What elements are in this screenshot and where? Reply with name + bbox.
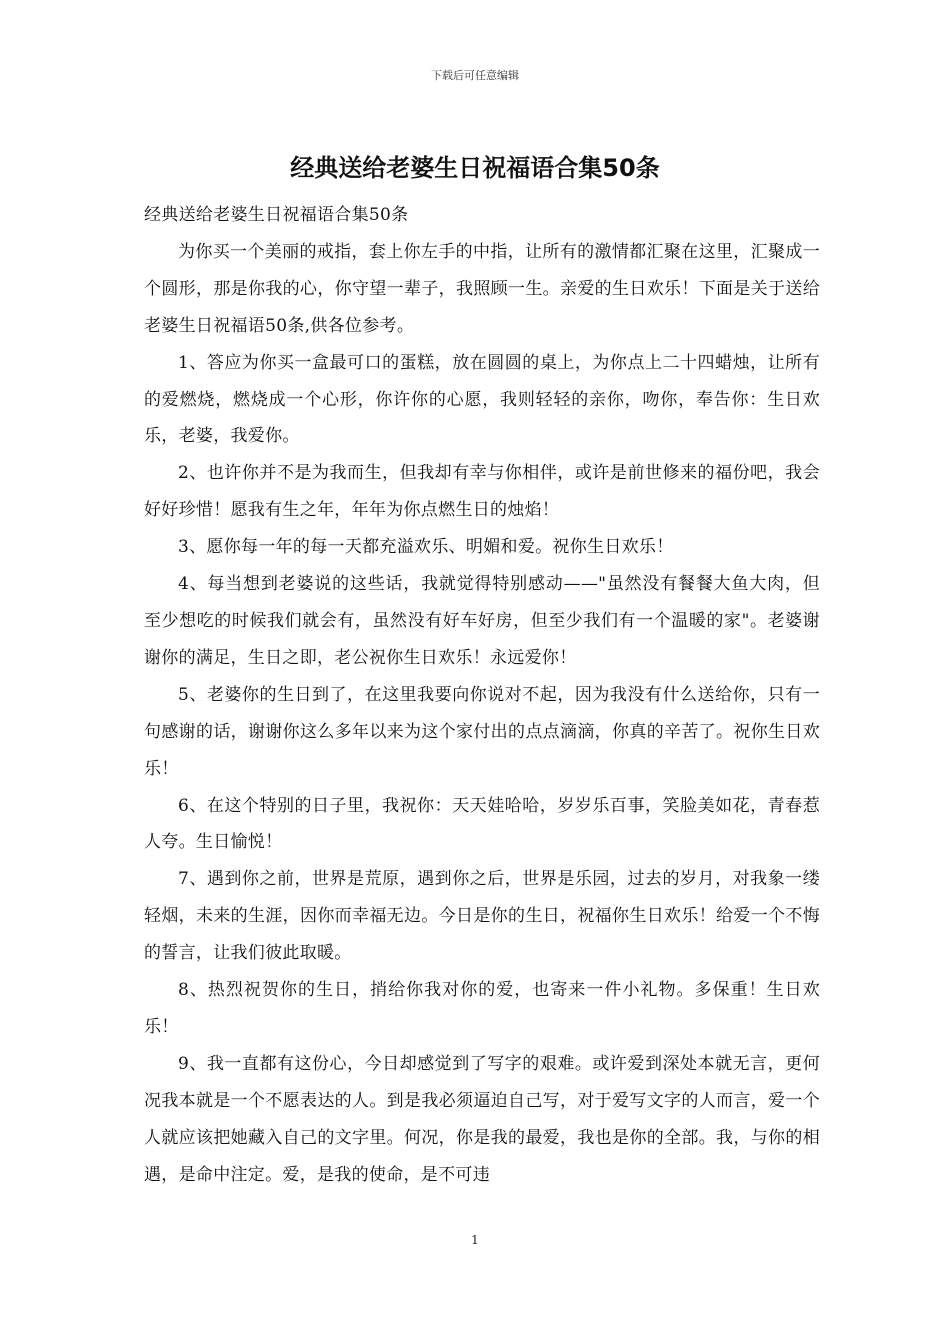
paragraph-item-4: 4、每当想到老婆说的这些话，我就觉得特别感动——"虽然没有餐餐大鱼大肉，但至少想吃的时候我们就会有，虽然没有好车好房，但至少我们有一个温暖的家"。老婆谢谢你的满足，生日之即，老公祝你生日欢乐！永远爱你！ [144, 574, 820, 668]
paragraph-item-1: 1、答应为你买一盒最可口的蛋糕，放在圆圆的桌上，为你点上二十四蜡烛，让所有的爱燃烧，燃烧成一个心形，你许你的心愿，我则轻轻的亲你，吻你，奉告你：生日欢乐，老婆，我爱你。 [144, 352, 820, 447]
page-number: 1 [471, 1233, 479, 1247]
paragraph-item-3: 3、愿你每一年的每一天都充溢欢乐、明媚和爱。祝你生日欢乐！ [178, 537, 674, 558]
paragraph-item-6: 6、在这个特别的日子里，我祝你：天天娃哈哈，岁岁乐百事，笑脸美如花，青春惹人夸。生日愉悦！ [144, 795, 820, 853]
document-title: 经典送给老婆生日祝福语合集50条 [290, 154, 660, 182]
paragraph-item-5: 5、老婆你的生日到了，在这里我要向你说对不起，因为我没有什么送给你，只有一句感谢的话，谢谢你这么多年以来为这个家付出的点点滴滴，你真的辛苦了。祝你生日欢乐！ [144, 684, 820, 779]
paragraph-item-7: 7、遇到你之前，世界是荒原，遇到你之后，世界是乐园，过去的岁月，对我象一缕轻烟，未来的生涯，因你而幸福无边。今日是你的生日，祝福你生日欢乐！给爱一个不悔的誓言，让我们彼此取暖。 [144, 869, 820, 964]
paragraph-item-9: 9、我一直都有这份心，今日却感觉到了写字的艰难。或许爱到深处本就无言，更何况我本就是一个不愿表达的人。到是我必须逼迫自己写，对于爱写文字的人而言，爱一个人就应该把她藏入自己的文字里。何况，你是我的最爱，我也是你的全部。我，与你的相遇，是命中注定。爱，是我的使命，是不可违 [144, 1053, 820, 1185]
paragraph-item-2: 2、也许你并不是为我而生，但我却有幸与你相伴，或许是前世修来的福份吧，我会好好珍惜！愿我有生之年，年年为你点燃生日的烛焰！ [144, 463, 820, 521]
paragraph-item-8: 8、热烈祝贺你的生日，捎给你我对你的爱，也寄来一件小礼物。多保重！生日欢乐！ [144, 980, 820, 1037]
paragraph-intro: 为你买一个美丽的戒指，套上你左手的中指，让所有的激情都汇聚在这里，汇聚成一个圆形，那是你我的心，你守望一辈子，我照顾一生。亲爱的生日欢乐！下面是关于送给老婆生日祝福语50条,供各位参考。 [144, 241, 820, 336]
document-subtitle: 经典送给老婆生日祝福语合集50条 [144, 205, 409, 225]
document-body [144, 197, 820, 1193]
page-header-note: 下载后可任意编辑 [431, 69, 519, 82]
